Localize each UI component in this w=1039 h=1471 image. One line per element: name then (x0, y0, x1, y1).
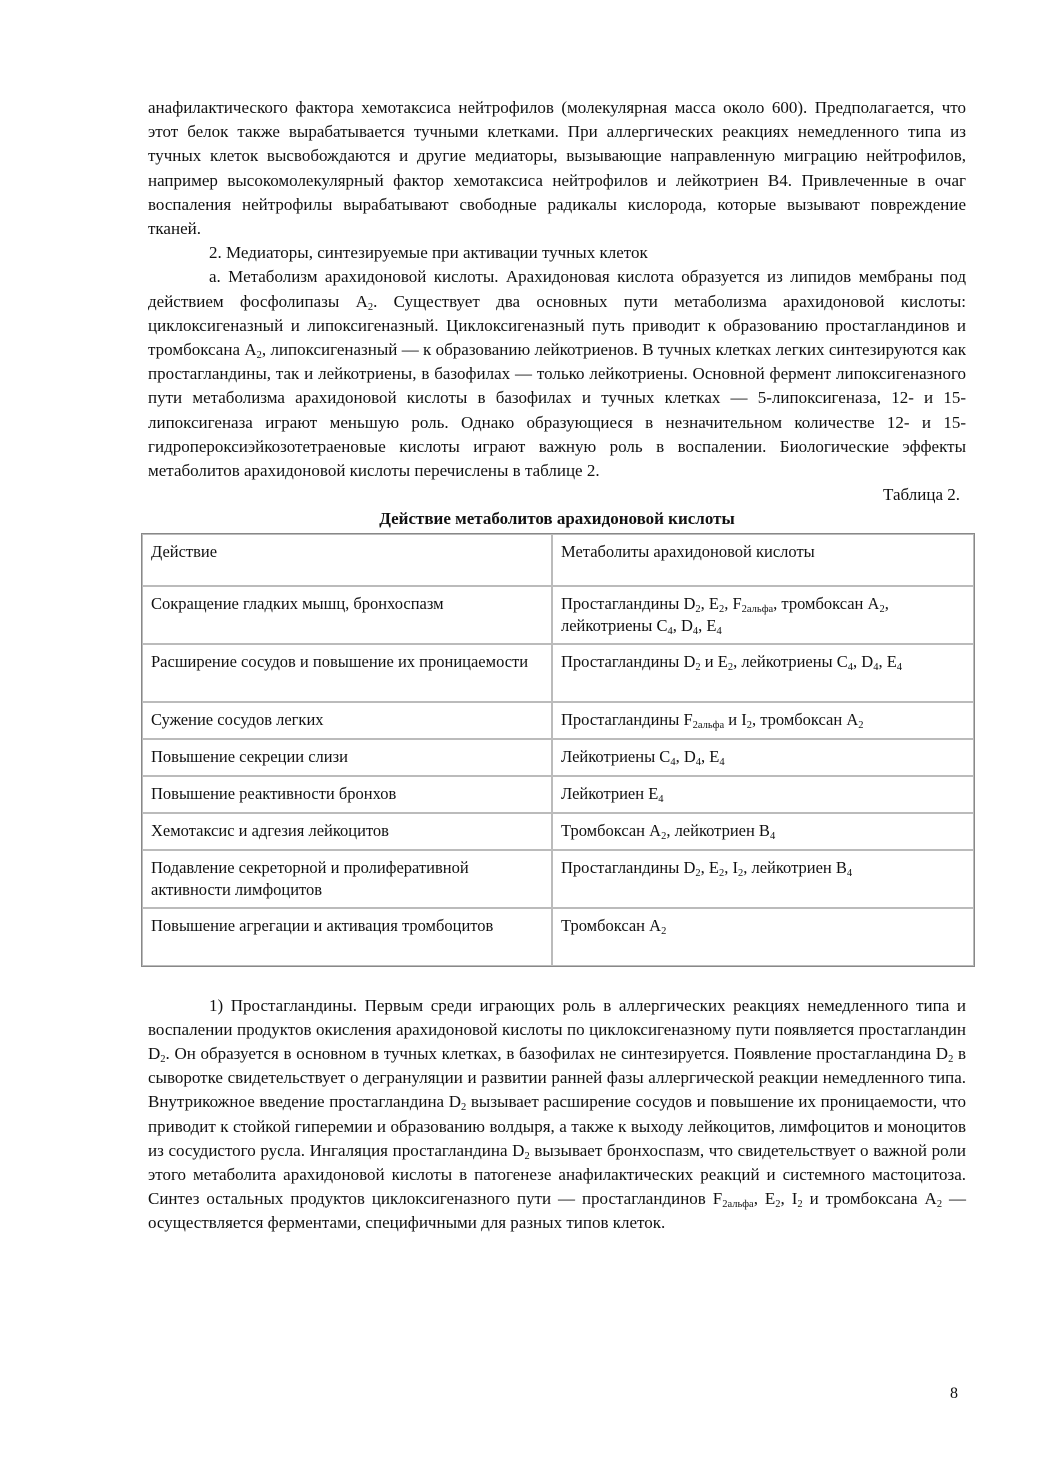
text-run: , E (700, 746, 720, 766)
text-run: Простагландины D (561, 593, 696, 613)
metabolites-table (141, 533, 975, 967)
text-run: . Он образуется в основном в тучных клетках, в базофилах не синтезируется. Появление простагландина D (165, 1044, 949, 1064)
subscript: 4 (716, 625, 722, 637)
subscript: 2 (936, 1199, 943, 1211)
subscript: 2 (160, 1054, 166, 1066)
table-row (142, 702, 974, 739)
cell-action: Расширение сосудов и повышение их проницаемости (142, 644, 552, 702)
cell-metabolites (552, 702, 974, 739)
subscript: 4 (846, 867, 853, 879)
subscript: 2 (695, 661, 701, 673)
text-run: , D (675, 746, 696, 766)
text-run: Простагландины D (561, 857, 696, 877)
subscript: 2 (461, 1102, 467, 1114)
text-run: , тромбоксан A (751, 709, 859, 729)
table-row (142, 908, 974, 966)
text-run: , липоксигеназный — к образованию лейкотриенов. В тучных клетках легких синтезируются как простагландины, так и лейкотриены, в базофилах — только лейкотриены. Основной фермент липоксигеназного пути метаболизма арахидоновой кислоты в базофилах и тучных клетках — 5-липоксигеназа, 12- и 15-липоксигеназа играют меньшую роль. Однако образующиеся в незначительном количестве 12- и 15-гидропероксиэйкозотетраеновые кислоты играют важную роль в воспалении. Биологические эффекты метаболитов арахидоновой кислоты перечислены в таблице 2. (148, 340, 966, 481)
subscript: 2 (367, 301, 374, 313)
subscript: 4 (769, 830, 776, 842)
table-row (142, 850, 974, 908)
subscript: 4 (873, 661, 879, 673)
text-run: , E (700, 593, 719, 613)
subscript: 2 (524, 1150, 530, 1162)
text-run: , E (698, 615, 717, 635)
text-run: . Существует два основных пути метаболизма арахидоновой кислоты: циклоксигеназный и липоксигеназный. Циклоксигеназный путь приводит к образованию простагландинов и тромбоксана A (148, 291, 966, 360)
text-run: а. Метаболизм арахидоновой кислоты. Арахидоновая кислота образуется из липидов мембраны под действием фосфолипазы A (148, 267, 966, 311)
table-label: Таблица 2. (883, 485, 960, 505)
cell-action: Повышение реактивности бронхов (142, 776, 552, 813)
page-number: 8 (950, 1385, 958, 1402)
subscript: 2альфа (722, 1199, 754, 1211)
text-run: Простагландины D (561, 651, 696, 671)
table-row (142, 644, 974, 702)
text-run: и E (700, 651, 728, 671)
cell-metabolites (552, 739, 974, 776)
paragraph-prostaglandins (148, 994, 966, 1236)
text-run: Тромбоксан A (561, 820, 662, 840)
cell-action: Сокращение гладких мышц, бронхоспазм (142, 586, 552, 644)
text-run: Тромбоксан A (561, 915, 662, 935)
cell-action: Повышение секреции слизи (142, 739, 552, 776)
header-cell-action: Действие (142, 534, 552, 586)
text-run: , D (672, 615, 693, 635)
text-run: , E (700, 857, 719, 877)
table-row (142, 813, 974, 850)
table-row (142, 586, 974, 644)
text-run: , E (878, 651, 897, 671)
subscript: 4 (719, 756, 725, 768)
subscript: 2 (718, 867, 725, 879)
header-cell-metabolites: Метаболиты арахидоновой кислоты (552, 534, 974, 586)
table-title: Действие метаболитов арахидоновой кислоты (379, 509, 735, 529)
subscript: 2 (718, 603, 725, 615)
subscript: 2 (879, 603, 885, 615)
text-run: Лейкотриены C (561, 746, 671, 766)
text-run: Простагландины F (561, 709, 693, 729)
text-run: Лейкотриен E (561, 783, 659, 803)
cell-metabolites (552, 586, 974, 644)
cell-metabolites (552, 908, 974, 966)
subscript: 2 (948, 1054, 954, 1066)
text-run: , I (780, 1189, 798, 1209)
subscript: 4 (847, 661, 854, 673)
paragraph-intro: анафилактического фактора хемотаксиса нейтрофилов (молекулярная масса около 600). Предполагается, что этот белок также вырабатывается тучными клетками. При аллергических реакциях немедленного типа из тучных клеток высвобождаются и другие медиаторы, вызывающие направленную миграцию нейтрофилов, например высокомолекулярный фактор хемотаксиса нейтрофилов и лейкотриен B4. Привлеченные в очаг воспаления нейтрофилы вырабатывают свободные радикалы кислорода, которые вызывают повреждение тканей. (148, 98, 966, 239)
subscript: 2альфа (692, 719, 725, 731)
cell-metabolites (552, 850, 974, 908)
text-run: , F (724, 593, 742, 613)
section-heading: 2. Медиаторы, синтезируемые при активации тучных клеток (209, 243, 648, 263)
text-run: , лейкотриены C (733, 651, 848, 671)
paragraph-arachidonic (148, 265, 966, 483)
subscript: 2 (797, 1199, 803, 1211)
subscript: 4 (695, 756, 701, 768)
cell-metabolites (552, 813, 974, 850)
subscript: 4 (896, 661, 903, 673)
cell-action: Хемотаксис и адгезия лейкоцитов (142, 813, 552, 850)
text-run: , E (753, 1189, 776, 1209)
text-run: вызывает расширение сосудов и повышение их проницаемости, что приводит к стойкой гиперемии и образованию волдыря, а также к выходу лейкоцитов, лимфоцитов и моноцитов из сосудистого русла. Ингаляция простагландина D (148, 1092, 966, 1160)
document-page (148, 96, 966, 1236)
table-row (142, 776, 974, 813)
subscript: 2 (695, 867, 701, 879)
subscript: 2альфа (741, 603, 774, 615)
cell-action: Сужение сосудов легких (142, 702, 552, 739)
subscript: 4 (670, 756, 676, 768)
table-header-row (142, 534, 974, 586)
subscript: 4 (667, 625, 673, 637)
subscript: 2 (661, 925, 667, 937)
cell-action: Подавление секреторной и пролиферативной активности лимфоцитов (142, 850, 552, 908)
subscript: 2 (746, 719, 752, 731)
subscript: 2 (858, 719, 864, 731)
subscript: 2 (256, 350, 262, 362)
subscript: 4 (692, 625, 699, 637)
subscript: 4 (658, 793, 664, 805)
text-run: — осуществляется ферментами, специфичными для разных типов клеток. (148, 1189, 967, 1233)
text-run: и тромбоксана A (802, 1189, 937, 1209)
subscript: 2 (775, 1199, 781, 1211)
subscript: 2 (695, 603, 701, 615)
subscript: 2 (737, 867, 744, 879)
text-run: , D (853, 651, 874, 671)
table-row (142, 739, 974, 776)
text-run: , лейкотриен B (743, 857, 847, 877)
cell-metabolites (552, 644, 974, 702)
text-run: в сыворотке свидетельствует о дегрануляции и развитии ранней фазы аллергической реакции немедленного типа. Внутрикожное введение простагландина D (148, 1044, 967, 1112)
text-run: вызывает бронхоспазм, что свидетельствует о важной роли этого метаболита арахидоновой кислоты в патогенезе анафилактических реакций и системного мастоцитоза. Синтез остальных продуктов циклоксигеназного пути — простагландинов F (148, 1140, 967, 1209)
cell-metabolites (552, 776, 974, 813)
subscript: 2 (727, 661, 734, 673)
cell-action: Повышение агрегации и активация тромбоцитов (142, 908, 552, 966)
subscript: 2 (661, 830, 667, 842)
text-run: , лейкотриены C (561, 593, 889, 635)
text-run: , лейкотриен B (666, 820, 770, 840)
text-run: , I (724, 857, 738, 877)
text-run: и I (724, 709, 747, 729)
text-run: , тромбоксан A (773, 593, 880, 613)
text-run: 1) Простагландины. Первым среди играющих роль в аллергических реакциях немедленного типа и воспалении продуктов окисления арахидоновой кислоты по циклоксигеназному пути появляется простагландин D (148, 995, 966, 1064)
